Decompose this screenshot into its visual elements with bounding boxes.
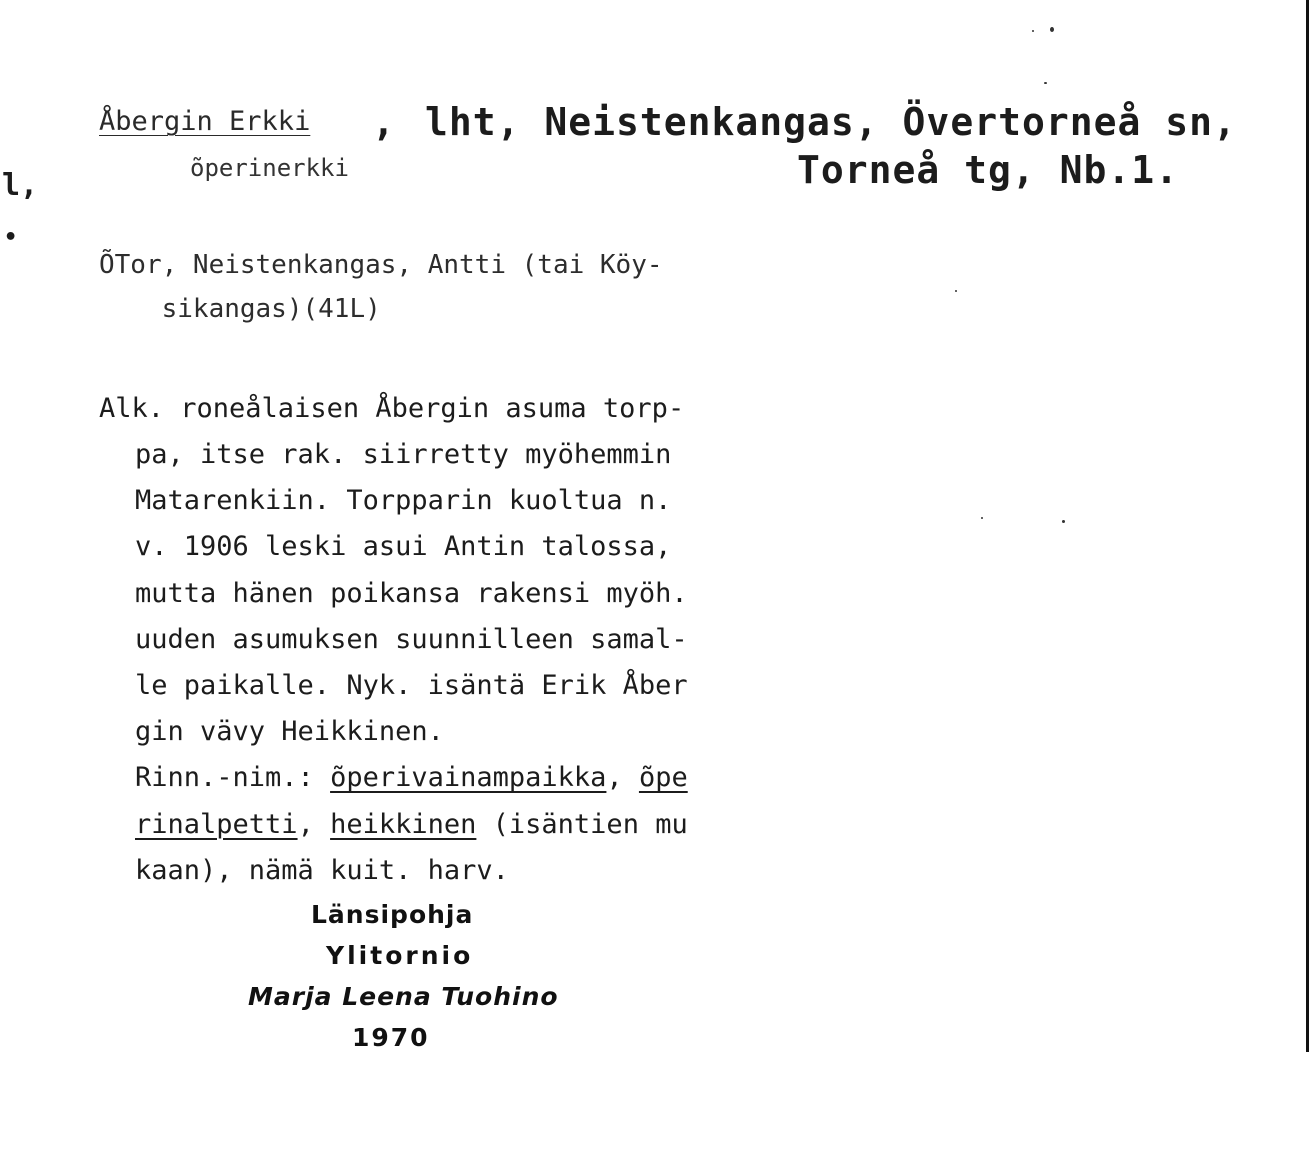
entry-region-line: Torneå tg, Nb.1.	[797, 148, 1180, 192]
body-line: Matarenkiin. Torpparin kuoltua n.	[135, 485, 672, 517]
body-line: uuden asumuksen suunnilleen samal-	[135, 623, 688, 655]
location-block	[99, 243, 663, 331]
entry-dialect-name: õperinerkki	[190, 154, 349, 182]
alt-name-separator: ,	[606, 762, 639, 794]
stamp-parish: Ylitornio	[326, 941, 474, 970]
stamp-year-text: 1970	[352, 1023, 430, 1052]
body-line: le paikalle. Nyk. isäntä Erik Åber	[135, 670, 688, 702]
body-line: gin vävy Heikkinen.	[135, 716, 444, 748]
stamp-collector: Marja Leena Tuohino	[248, 982, 559, 1011]
entry-name: Åbergin Erkki	[99, 106, 311, 137]
scan-speck	[981, 517, 983, 519]
card-right-edge	[1306, 0, 1309, 1052]
scan-speck	[955, 290, 957, 292]
scan-speck	[1050, 27, 1054, 32]
alt-name-2-end: rinalpetti	[135, 808, 298, 840]
margin-dot: •	[4, 225, 18, 250]
entry-place-line: lht, Neistenkangas, Övertorneå sn,	[425, 100, 1237, 144]
location-line-1: ÕTor, Neistenkangas, Antti (tai Köy-	[99, 250, 663, 280]
entry-name-comma: ,	[372, 100, 395, 144]
alt-names-line	[135, 762, 688, 793]
alt-name-1: õperivainampaikka	[330, 762, 607, 794]
alt-names-suffix: (isäntien mu	[476, 808, 688, 840]
stamp-year	[352, 1023, 430, 1052]
alt-name-3: heikkinen	[330, 808, 477, 840]
body-line: mutta hänen poikansa rakensi myöh.	[135, 577, 688, 609]
location-line-2: sikangas)(41L)	[99, 294, 381, 324]
margin-mark: l,	[2, 168, 39, 203]
body-text	[135, 432, 688, 894]
alt-name-2-start: õpe	[638, 762, 688, 794]
rinn-label: Rinn.-nim.:	[135, 762, 331, 794]
alt-name-separator: ,	[297, 808, 331, 840]
scan-speck	[1044, 82, 1047, 84]
body-first-line: Alk. roneålaisen Åbergin asuma torp-	[99, 393, 685, 424]
stamp-region: Länsipohja	[311, 900, 474, 929]
body-line: v. 1906 leski asui Antin talossa,	[135, 531, 672, 563]
scan-speck	[1032, 30, 1034, 32]
body-line: pa, itse rak. siirretty myöhemmin	[135, 439, 672, 470]
alt-names-line-2	[135, 809, 688, 840]
body-last-line: kaan), nämä kuit. harv.	[135, 854, 509, 886]
scan-speck	[1062, 520, 1065, 523]
